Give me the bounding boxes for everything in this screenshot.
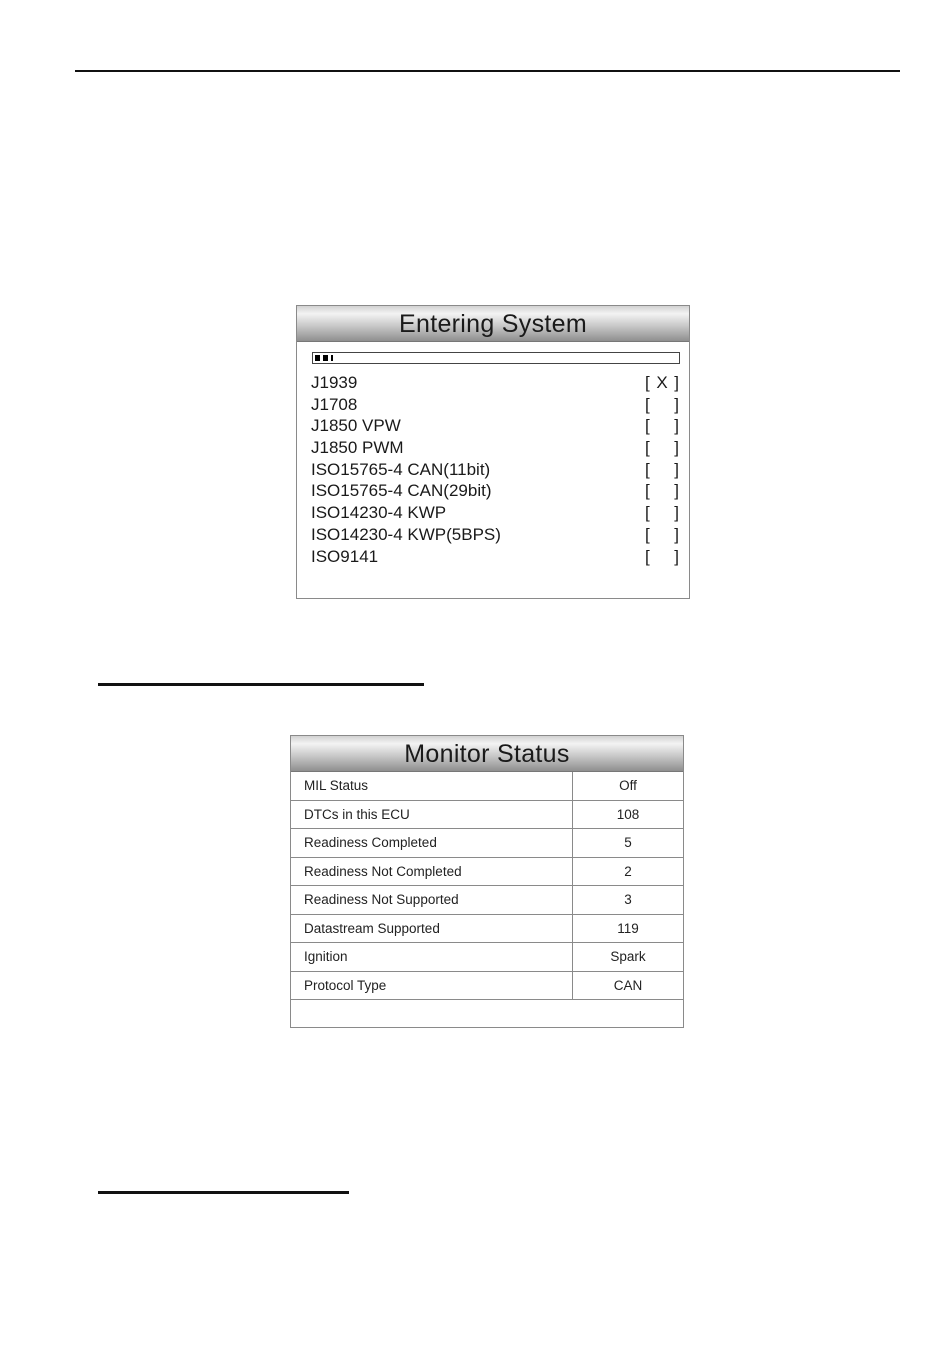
protocol-name: ISO15765-4 CAN(29bit) xyxy=(311,481,492,501)
table-row[interactable] xyxy=(291,971,683,1000)
protocol-name: ISO14230-4 KWP(5BPS) xyxy=(311,524,501,544)
row-value: 5 xyxy=(573,829,684,858)
protocol-item[interactable]: J1850 PWM [ ] xyxy=(311,438,679,458)
protocol-item[interactable]: J1939 [ X ] xyxy=(311,373,679,392)
protocol-name: J1850 VPW xyxy=(311,416,401,436)
row-label: Ignition xyxy=(291,943,573,972)
protocol-name: ISO14230-4 KWP xyxy=(311,503,447,523)
progress-bar xyxy=(312,352,680,364)
entering-system-title: Entering System xyxy=(297,306,689,342)
row-value: 3 xyxy=(573,886,684,915)
table-row[interactable] xyxy=(291,914,683,943)
row-value: Off xyxy=(573,772,684,800)
row-label: Readiness Completed xyxy=(291,829,573,858)
entering-system-screen xyxy=(296,305,690,599)
protocol-item[interactable]: ISO15765-4 CAN(11bit) [ ] xyxy=(311,459,679,479)
monitor-status-table xyxy=(291,772,683,1000)
progress-fill xyxy=(315,355,333,361)
protocol-item[interactable]: ISO14230-4 KWP(5BPS) [ ] xyxy=(311,524,679,544)
row-value: 108 xyxy=(573,800,684,829)
protocol-item[interactable]: ISO14230-4 KWP [ ] xyxy=(311,503,679,523)
page-top-rule xyxy=(75,70,900,72)
section-heading-rule xyxy=(98,1191,349,1194)
protocol-name: ISO15765-4 CAN(11bit) xyxy=(311,459,491,479)
row-value: 119 xyxy=(573,914,684,943)
monitor-status-title: Monitor Status xyxy=(291,736,683,772)
row-value: CAN xyxy=(573,971,684,1000)
row-label: DTCs in this ECU xyxy=(291,800,573,829)
protocol-list xyxy=(311,372,683,567)
row-label: MIL Status xyxy=(291,772,573,800)
row-label: Protocol Type xyxy=(291,971,573,1000)
protocol-item[interactable]: J1850 VPW [ ] xyxy=(311,416,679,436)
table-row[interactable] xyxy=(291,857,683,886)
protocol-item[interactable]: J1708 [ ] xyxy=(311,394,679,414)
row-value: Spark xyxy=(573,943,684,972)
protocol-name: J1939 xyxy=(311,373,358,392)
row-label: Readiness Not Completed xyxy=(291,857,573,886)
row-label: Datastream Supported xyxy=(291,914,573,943)
table-row[interactable] xyxy=(291,943,683,972)
monitor-status-screen xyxy=(290,735,684,1028)
table-row[interactable] xyxy=(291,886,683,915)
table-row[interactable] xyxy=(291,772,683,800)
section-heading-rule xyxy=(98,683,424,686)
protocol-name: J1850 PWM xyxy=(311,438,404,458)
row-value: 2 xyxy=(573,857,684,886)
table-row[interactable] xyxy=(291,800,683,829)
protocol-name: ISO9141 xyxy=(311,546,379,566)
row-label: Readiness Not Supported xyxy=(291,886,573,915)
protocol-name: J1708 xyxy=(311,394,358,414)
table-row[interactable] xyxy=(291,829,683,858)
protocol-item[interactable]: ISO9141 [ ] xyxy=(311,546,679,566)
protocol-item[interactable]: ISO15765-4 CAN(29bit) [ ] xyxy=(311,481,679,501)
